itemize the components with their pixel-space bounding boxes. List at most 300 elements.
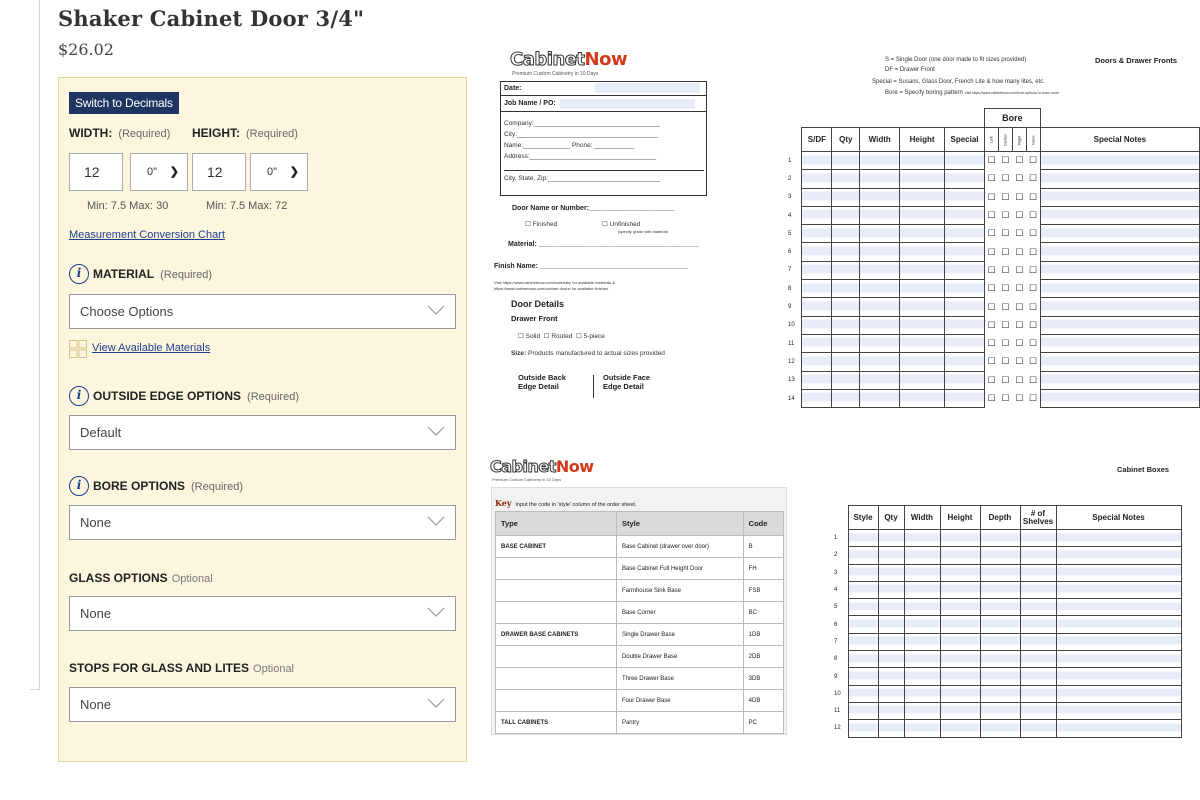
table-cell <box>945 371 985 389</box>
row-number: 7 <box>834 638 838 645</box>
table-cell <box>904 720 940 737</box>
table-cell <box>945 298 985 316</box>
table-cell <box>1020 616 1056 633</box>
table-cell <box>878 547 904 564</box>
table-cell <box>1056 564 1181 581</box>
table-cell <box>860 261 900 279</box>
checkbox-icon: ☐ <box>987 228 996 239</box>
door-name-field: Door Name or Number:______________________ <box>512 205 675 212</box>
doors-order-table <box>786 108 1200 408</box>
table-cell <box>904 685 940 702</box>
finished-option: ☐ Finished <box>525 221 558 228</box>
material-select[interactable]: Choose Options <box>69 294 456 329</box>
table-cell <box>900 371 945 389</box>
table-cell <box>1056 581 1181 598</box>
chevron-down-icon <box>427 516 445 526</box>
view-materials-link[interactable]: View Available Materials <box>92 342 211 354</box>
table-cell <box>1020 581 1056 598</box>
product-options-panel <box>58 77 467 762</box>
drawer-front-heading: Drawer Front <box>511 314 558 323</box>
checkbox-icon: ☐ <box>1015 356 1024 367</box>
table-cell: 2DB <box>743 646 783 668</box>
table-cell <box>900 298 945 316</box>
table-cell <box>945 389 985 407</box>
switch-to-decimals-button[interactable]: Switch to Decimals <box>69 92 179 114</box>
table-cell <box>900 188 945 206</box>
table-cell <box>860 389 900 407</box>
table-cell <box>1040 334 1199 352</box>
bore-options-select[interactable]: None <box>69 505 456 540</box>
checkbox-icon: ☐ <box>1029 155 1038 166</box>
table-cell <box>848 564 878 581</box>
table-cell <box>1040 206 1199 224</box>
column-header: Type <box>496 512 617 536</box>
chevron-down-icon <box>427 698 445 708</box>
table-cell: Base Cabinet (drawer over door) <box>616 536 743 558</box>
table-cell <box>980 720 1020 737</box>
table-cell <box>1040 353 1199 371</box>
column-header: Qty <box>832 128 860 152</box>
table-cell <box>904 547 940 564</box>
outside-edge-label: OUTSIDE EDGE OPTIONS (Required) <box>93 389 299 403</box>
table-row <box>832 633 1181 650</box>
checkbox-icon: ☐ <box>1015 228 1024 239</box>
table-cell <box>860 170 900 188</box>
chevron-down-icon: ❯ <box>289 166 299 178</box>
checkbox-icon: ☐ <box>1029 191 1038 202</box>
table-row <box>832 564 1181 581</box>
table-cell <box>1020 564 1056 581</box>
table-cell <box>1040 243 1199 261</box>
table-cell <box>848 616 878 633</box>
table-cell <box>802 298 832 316</box>
table-cell <box>1020 668 1056 685</box>
table-cell <box>945 316 985 334</box>
table-cell <box>832 334 860 352</box>
table-cell <box>900 334 945 352</box>
table-cell <box>878 581 904 598</box>
table-cell <box>940 685 980 702</box>
table-cell <box>1040 188 1199 206</box>
checkbox-icon: ☐ <box>1029 338 1038 349</box>
table-cell <box>980 564 1020 581</box>
height-input[interactable]: 12 <box>192 153 246 191</box>
row-number: 1 <box>834 535 838 542</box>
checkbox-icon: ☐ <box>987 338 996 349</box>
table-cell <box>878 564 904 581</box>
table-cell <box>1020 633 1056 650</box>
table-row <box>786 334 1200 352</box>
column-header: # of Shelves <box>1020 506 1056 530</box>
checkbox-icon: ☐ <box>1015 264 1024 275</box>
row-number: 8 <box>788 285 792 292</box>
column-header: Width <box>860 128 900 152</box>
table-cell <box>1040 225 1199 243</box>
cabinetnow-logo: CabinetNow <box>510 49 628 70</box>
table-cell <box>940 547 980 564</box>
table-cell <box>848 720 878 737</box>
measurement-conversion-link[interactable]: Measurement Conversion Chart <box>69 229 225 241</box>
table-cell <box>940 720 980 737</box>
table-row <box>832 651 1181 668</box>
width-fraction-select[interactable]: 0" ❯ <box>130 153 188 191</box>
legend-line: Special = Susans, Glass Door, French Lite & how many lites, etc. <box>872 79 1045 85</box>
table-cell <box>900 316 945 334</box>
checkbox-icon: ☐ <box>1015 173 1024 184</box>
checkbox-icon: ☐ <box>987 319 996 330</box>
table-cell <box>802 353 832 371</box>
table-cell: Double Drawer Base <box>616 646 743 668</box>
height-fraction-select[interactable]: 0" ❯ <box>250 153 308 191</box>
table-cell <box>945 334 985 352</box>
table-row <box>786 280 1200 298</box>
row-number-header <box>832 506 848 530</box>
table-cell <box>802 261 832 279</box>
table-row <box>786 188 1200 206</box>
checkbox-icon: ☐ <box>1001 301 1010 312</box>
table-cell <box>945 225 985 243</box>
table-cell <box>832 261 860 279</box>
table-cell <box>945 188 985 206</box>
table-row <box>786 170 1200 188</box>
row-number: 9 <box>834 673 838 680</box>
outside-face-label: Outside Face Edge Detail <box>603 373 651 391</box>
doc-heading: Doors & Drawer Fronts <box>1095 56 1178 65</box>
checkbox-icon: ☐ <box>1001 173 1010 184</box>
table-cell <box>940 530 980 547</box>
checkbox-icon: ☐ <box>1001 210 1010 221</box>
cabinet-key-image[interactable] <box>490 455 790 735</box>
table-cell <box>496 668 617 690</box>
table-row <box>496 624 784 646</box>
table-cell <box>1020 530 1056 547</box>
checkbox-icon: ☐ <box>987 283 996 294</box>
column-header: Style <box>848 506 878 530</box>
table-cell <box>980 685 1020 702</box>
table-cell <box>496 558 617 580</box>
grid-icon <box>69 340 87 358</box>
table-cell <box>802 280 832 298</box>
row-number: 3 <box>834 569 838 576</box>
width-input[interactable]: 12 <box>69 153 123 191</box>
stops-select[interactable]: None <box>69 687 456 722</box>
table-cell <box>904 530 940 547</box>
legend-line: Bore = Specify boring pattern Visit https://www.cabinetnow.com/bore-options/ to learn more <box>885 90 1060 96</box>
column-header: Code <box>743 512 783 536</box>
table-cell <box>832 280 860 298</box>
outside-edge-select[interactable]: Default <box>69 415 456 450</box>
info-icon[interactable]: i <box>69 264 89 284</box>
checkbox-icon: ☐ <box>1015 319 1024 330</box>
table-cell <box>900 389 945 407</box>
table-row <box>832 581 1181 598</box>
table-cell <box>848 651 878 668</box>
table-cell <box>1020 651 1056 668</box>
table-cell <box>945 206 985 224</box>
table-cell <box>1056 668 1181 685</box>
row-number: 4 <box>834 587 838 594</box>
row-number: 6 <box>788 249 792 256</box>
table-cell <box>1056 702 1181 719</box>
table-cell <box>940 599 980 616</box>
table-row <box>496 558 784 580</box>
width-label: WIDTH: (Required) <box>69 126 171 140</box>
table-cell <box>980 616 1020 633</box>
table-cell <box>860 206 900 224</box>
table-cell <box>1040 316 1199 334</box>
table-cell <box>860 298 900 316</box>
table-row <box>496 646 784 668</box>
height-label: HEIGHT: (Required) <box>192 126 298 140</box>
table-cell <box>860 316 900 334</box>
table-cell <box>980 581 1020 598</box>
row-number: 13 <box>788 377 795 384</box>
table-cell <box>945 280 985 298</box>
table-cell <box>904 651 940 668</box>
table-cell <box>878 633 904 650</box>
drawer-front-options: ☐ Solid ☐ Routed ☐ 5-piece <box>518 333 605 340</box>
table-cell <box>900 170 945 188</box>
table-cell <box>1020 685 1056 702</box>
checkbox-icon: ☐ <box>1001 155 1010 166</box>
table-row <box>496 712 784 734</box>
door-details-heading: Door Details <box>511 299 565 309</box>
row-number: 1 <box>788 157 792 164</box>
table-cell <box>945 170 985 188</box>
checkbox-icon: ☐ <box>1015 283 1024 294</box>
checkbox-icon: ☐ <box>1029 393 1038 403</box>
chevron-down-icon: ❯ <box>169 166 179 178</box>
row-number: 10 <box>834 690 841 697</box>
row-number: 8 <box>834 656 838 663</box>
row-number: 11 <box>788 340 795 347</box>
table-cell <box>832 316 860 334</box>
checkbox-icon: ☐ <box>1001 338 1010 349</box>
table-cell <box>802 206 832 224</box>
checkbox-icon: ☐ <box>1015 210 1024 221</box>
logo-tagline: Premium Custom Cabinetry in 10 Days <box>512 71 599 77</box>
bore-options-label: BORE OPTIONS (Required) <box>93 479 243 493</box>
table-cell: 3DB <box>743 668 783 690</box>
table-cell <box>802 316 832 334</box>
checkbox-icon: ☐ <box>1015 374 1024 385</box>
checkbox-icon: ☐ <box>1029 319 1038 330</box>
size-note: Size: Products manufactured to actual sizes provided <box>511 350 665 357</box>
table-cell <box>980 633 1020 650</box>
logo-tagline: Premium Custom Cabinetry in 10 Days <box>492 477 562 482</box>
table-cell <box>832 389 860 407</box>
checkbox-icon: ☐ <box>987 301 996 312</box>
table-cell <box>860 243 900 261</box>
cabinet-boxes-form-image[interactable] <box>800 455 1200 740</box>
table-cell: Base Corner <box>616 602 743 624</box>
chevron-down-icon <box>427 426 445 436</box>
table-row <box>786 243 1200 261</box>
cabinetnow-logo: CabinetNow <box>490 457 594 476</box>
table-cell <box>940 651 980 668</box>
table-row <box>496 580 784 602</box>
table-row <box>832 599 1181 616</box>
info-icon[interactable]: i <box>69 476 89 496</box>
table-cell <box>848 668 878 685</box>
table-cell <box>1020 599 1056 616</box>
material-field: Material: _________________________________________ <box>508 241 699 248</box>
table-cell <box>802 371 832 389</box>
table-cell <box>1056 530 1181 547</box>
row-number: 7 <box>788 267 792 274</box>
checkbox-icon: ☐ <box>1001 264 1010 275</box>
column-header: Height <box>900 128 945 152</box>
outside-back-label: Outside Back Edge Detail <box>518 373 566 391</box>
column-header: Width <box>904 506 940 530</box>
table-cell <box>860 188 900 206</box>
cabinet-key-table <box>495 511 784 734</box>
table-cell <box>980 668 1020 685</box>
table-cell <box>945 243 985 261</box>
table-row <box>786 152 1200 170</box>
material-label: MATERIAL (Required) <box>93 267 213 281</box>
table-cell: Farmhouse Sink Base <box>616 580 743 602</box>
table-cell <box>1020 702 1056 719</box>
legend-line: S = Single Door (one door made to fit sizes provided) <box>885 57 1027 63</box>
table-cell <box>1056 633 1181 650</box>
table-cell <box>878 599 904 616</box>
table-header-row <box>496 512 784 536</box>
table-cell <box>878 530 904 547</box>
table-cell <box>900 243 945 261</box>
table-cell <box>904 702 940 719</box>
bore-subheader: Right <box>1012 128 1026 152</box>
checkbox-icon: ☐ <box>987 374 996 385</box>
table-row <box>786 206 1200 224</box>
checkbox-icon: ☐ <box>1001 246 1010 257</box>
table-cell <box>802 389 832 407</box>
table-row <box>786 261 1200 279</box>
table-cell <box>1020 547 1056 564</box>
table-cell <box>900 152 945 170</box>
checkbox-icon: ☐ <box>1001 228 1010 239</box>
table-cell <box>980 530 1020 547</box>
row-number: 9 <box>788 304 792 311</box>
row-number: 4 <box>788 212 792 219</box>
table-cell <box>1056 547 1181 564</box>
checkbox-icon: ☐ <box>987 393 996 403</box>
table-cell <box>900 206 945 224</box>
table-cell: FH <box>743 558 783 580</box>
table-cell: BC <box>743 602 783 624</box>
cabinet-boxes-table <box>832 505 1182 738</box>
table-row <box>832 720 1181 737</box>
checkbox-icon: ☐ <box>1001 191 1010 202</box>
table-cell <box>904 581 940 598</box>
table-cell <box>1040 261 1199 279</box>
checkbox-icon: ☐ <box>1001 356 1010 367</box>
checkbox-icon: ☐ <box>1029 173 1038 184</box>
table-cell <box>848 633 878 650</box>
checkbox-icon: ☐ <box>1029 301 1038 312</box>
table-row <box>832 702 1181 719</box>
bore-subheader: None <box>1026 128 1040 152</box>
table-cell <box>802 225 832 243</box>
table-cell <box>832 170 860 188</box>
stops-label: STOPS FOR GLASS AND LITES Optional <box>69 661 295 675</box>
table-row <box>786 389 1200 407</box>
table-cell: Base Cabinet Full Height Door <box>616 558 743 580</box>
table-cell <box>496 690 617 712</box>
table-cell <box>940 616 980 633</box>
finish-name-field: Finish Name: ______________________________________ <box>494 263 688 270</box>
table-cell <box>980 599 1020 616</box>
customer-info-box: Date: Job Name / PO: Company:___________________________________ City:_______________________________________ Name:_____________ Phone: ___________ Address:___________________________________ City, State, Zip:_______________________________ <box>500 81 707 196</box>
visit-note: https://www.cabinetnow.com/cabinet-doors/ for available finishes. <box>494 286 610 291</box>
table-cell <box>900 280 945 298</box>
info-icon[interactable]: i <box>69 386 89 406</box>
table-cell <box>1056 651 1181 668</box>
checkbox-icon: ☐ <box>1001 393 1010 403</box>
left-divider <box>30 0 40 690</box>
table-cell <box>1040 298 1199 316</box>
checkbox-icon: ☐ <box>1015 246 1024 257</box>
checkbox-icon: ☐ <box>1015 155 1024 166</box>
table-cell <box>940 668 980 685</box>
table-cell: 1DB <box>743 624 783 646</box>
table-cell <box>802 188 832 206</box>
table-cell <box>1040 170 1199 188</box>
doc-heading: Cabinet Boxes <box>1117 465 1170 474</box>
table-row <box>786 371 1200 389</box>
glass-options-label: GLASS OPTIONS Optional <box>69 571 213 585</box>
checkbox-icon: ☐ <box>1001 319 1010 330</box>
glass-options-select[interactable]: None <box>69 596 456 631</box>
table-cell <box>940 581 980 598</box>
table-cell <box>1040 280 1199 298</box>
table-cell <box>904 564 940 581</box>
table-cell <box>848 547 878 564</box>
table-cell <box>878 651 904 668</box>
table-cell <box>940 633 980 650</box>
table-cell <box>980 702 1020 719</box>
table-cell: Four Drawer Base <box>616 690 743 712</box>
height-minmax: Min: 7.5 Max: 72 <box>206 200 288 212</box>
checkbox-icon: ☐ <box>1015 191 1024 202</box>
row-number-header <box>786 128 802 152</box>
visit-note: Visit https://www.cabinetnow.com/materials/ for available materials & <box>494 280 616 285</box>
divider <box>593 375 594 398</box>
table-cell <box>832 225 860 243</box>
table-row <box>832 530 1181 547</box>
checkbox-icon: ☐ <box>987 246 996 257</box>
table-cell <box>980 651 1020 668</box>
row-number: 12 <box>834 725 841 732</box>
checkbox-icon: ☐ <box>1015 301 1024 312</box>
table-cell <box>1040 152 1199 170</box>
checkbox-icon: ☐ <box>1001 374 1010 385</box>
table-row <box>496 602 784 624</box>
table-cell <box>860 353 900 371</box>
table-cell: PC <box>743 712 783 734</box>
table-row <box>786 316 1200 334</box>
table-cell <box>878 685 904 702</box>
checkbox-icon: ☐ <box>1029 210 1038 221</box>
doors-order-form-image[interactable] <box>490 43 1200 403</box>
table-cell: DRAWER BASE CABINETS <box>496 624 617 646</box>
key-instruction: Key Input the code in 'style' column of the order sheet. <box>495 498 637 508</box>
table-cell: FSB <box>743 580 783 602</box>
column-header: Special Notes <box>1056 506 1181 530</box>
table-cell: Single Drawer Base <box>616 624 743 646</box>
table-cell <box>1056 599 1181 616</box>
chevron-down-icon <box>427 305 445 315</box>
